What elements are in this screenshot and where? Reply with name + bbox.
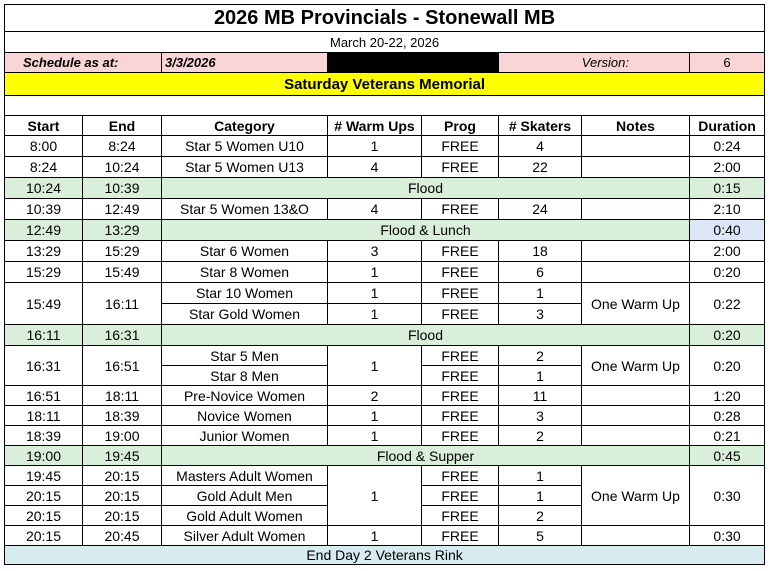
prog-cell: FREE [422, 366, 499, 386]
flood-row [5, 446, 765, 466]
skaters-cell: 3 [499, 406, 582, 426]
end-of-day-banner: End Day 2 Veterans Rink [5, 546, 765, 565]
prog-cell: FREE [422, 506, 499, 526]
warmups-cell: 1 [328, 304, 422, 325]
spacer-row [5, 96, 765, 116]
skaters-cell: 3 [499, 304, 582, 325]
start-cell: 8:00 [5, 136, 83, 157]
venue-banner: Saturday Veterans Memorial [5, 73, 765, 96]
schedule-date: 3/3/2026 [162, 53, 328, 73]
warmups-cell: 1 [328, 283, 422, 304]
duration-cell: 2:10 [690, 199, 765, 220]
category-cell: Star 5 Women 13&O [162, 199, 328, 220]
col-skaters: # Skaters [499, 116, 582, 136]
end-cell: 16:31 [83, 325, 162, 346]
col-warmups: # Warm Ups [328, 116, 422, 136]
start-cell: 16:11 [5, 325, 83, 346]
skaters-cell: 2 [499, 346, 582, 366]
col-start: Start [5, 116, 83, 136]
start-cell: 19:45 [5, 466, 83, 486]
end-cell: 13:29 [83, 220, 162, 241]
category-cell: Star 10 Women [162, 283, 328, 304]
prog-cell: FREE [422, 426, 499, 446]
end-cell: 19:00 [83, 426, 162, 446]
table-row [5, 283, 765, 304]
start-cell: 16:51 [5, 386, 83, 406]
start-cell: 20:15 [5, 506, 83, 526]
duration-cell: 0:40 [690, 220, 765, 241]
flood-row [5, 220, 765, 241]
col-end: End [83, 116, 162, 136]
category-cell: Star 5 Women U10 [162, 136, 328, 157]
duration-cell: 0:21 [690, 426, 765, 446]
start-cell: 16:31 [5, 346, 83, 386]
skaters-cell: 1 [499, 366, 582, 386]
table-row [5, 466, 765, 486]
warmups-cell: 1 [328, 466, 422, 526]
warmups-cell: 4 [328, 157, 422, 178]
start-cell: 18:11 [5, 406, 83, 426]
end-cell: 20:15 [83, 486, 162, 506]
table-row [5, 406, 765, 426]
notes-cell: One Warm Up [582, 346, 690, 386]
duration-cell: 0:28 [690, 406, 765, 426]
flood-label: Flood & Lunch [162, 220, 690, 241]
end-cell: 8:24 [83, 136, 162, 157]
notes-cell [582, 386, 690, 406]
category-cell: Novice Women [162, 406, 328, 426]
duration-cell: 0:30 [690, 466, 765, 526]
notes-cell [582, 426, 690, 446]
skaters-cell: 2 [499, 506, 582, 526]
col-duration: Duration [690, 116, 765, 136]
warmups-cell: 1 [328, 406, 422, 426]
start-cell: 12:49 [5, 220, 83, 241]
category-cell: Gold Adult Men [162, 486, 328, 506]
sheet-title: 2026 MB Provincials - Stonewall MB [5, 5, 765, 32]
warmups-cell: 1 [328, 526, 422, 546]
prog-cell: FREE [422, 406, 499, 426]
prog-cell: FREE [422, 136, 499, 157]
prog-cell: FREE [422, 199, 499, 220]
flood-row [5, 325, 765, 346]
end-cell: 15:49 [83, 262, 162, 283]
skaters-cell: 1 [499, 486, 582, 506]
notes-cell: One Warm Up [582, 466, 690, 526]
end-cell: 10:39 [83, 178, 162, 199]
table-row [5, 526, 765, 546]
duration-cell: 0:24 [690, 136, 765, 157]
start-cell: 18:39 [5, 426, 83, 446]
warmups-cell: 1 [328, 262, 422, 283]
duration-cell: 2:00 [690, 157, 765, 178]
skaters-cell: 6 [499, 262, 582, 283]
version-value: 6 [690, 53, 765, 73]
table-row [5, 262, 765, 283]
notes-cell [582, 262, 690, 283]
flood-row [5, 178, 765, 199]
column-header-row [5, 116, 765, 136]
notes-cell [582, 241, 690, 262]
flood-label: Flood [162, 325, 690, 346]
prog-cell: FREE [422, 262, 499, 283]
skaters-cell: 22 [499, 157, 582, 178]
table-row [5, 136, 765, 157]
duration-cell: 0:45 [690, 446, 765, 466]
end-cell: 18:39 [83, 406, 162, 426]
prog-cell: FREE [422, 486, 499, 506]
prog-cell: FREE [422, 241, 499, 262]
duration-cell: 2:00 [690, 241, 765, 262]
skaters-cell: 4 [499, 136, 582, 157]
notes-cell [582, 526, 690, 546]
end-cell: 16:51 [83, 346, 162, 386]
col-category: Category [162, 116, 328, 136]
start-cell: 10:39 [5, 199, 83, 220]
warmups-cell: 1 [328, 346, 422, 386]
category-cell: Star 6 Women [162, 241, 328, 262]
start-cell: 13:29 [5, 241, 83, 262]
category-cell: Gold Adult Women [162, 506, 328, 526]
category-cell: Star 5 Men [162, 346, 328, 366]
prog-cell: FREE [422, 346, 499, 366]
duration-cell: 0:15 [690, 178, 765, 199]
schedule-table [4, 4, 765, 565]
end-cell: 15:29 [83, 241, 162, 262]
skaters-cell: 1 [499, 466, 582, 486]
warmups-cell: 3 [328, 241, 422, 262]
end-cell: 20:15 [83, 466, 162, 486]
start-cell: 20:15 [5, 526, 83, 546]
prog-cell: FREE [422, 304, 499, 325]
skaters-cell: 11 [499, 386, 582, 406]
col-notes: Notes [582, 116, 690, 136]
warmups-cell: 2 [328, 386, 422, 406]
skaters-cell: 5 [499, 526, 582, 546]
duration-cell: 0:20 [690, 346, 765, 386]
category-cell: Star 5 Women U13 [162, 157, 328, 178]
category-cell: Masters Adult Women [162, 466, 328, 486]
end-cell: 19:45 [83, 446, 162, 466]
flood-label: Flood [162, 178, 690, 199]
notes-cell: One Warm Up [582, 283, 690, 325]
col-prog: Prog [422, 116, 499, 136]
start-cell: 20:15 [5, 486, 83, 506]
flood-label: Flood & Supper [162, 446, 690, 466]
warmups-cell: 1 [328, 136, 422, 157]
duration-cell: 0:20 [690, 325, 765, 346]
category-cell: Star 8 Men [162, 366, 328, 386]
start-cell: 10:24 [5, 178, 83, 199]
end-cell: 10:24 [83, 157, 162, 178]
category-cell: Silver Adult Women [162, 526, 328, 546]
end-cell: 18:11 [83, 386, 162, 406]
notes-cell [582, 199, 690, 220]
warmups-cell: 4 [328, 199, 422, 220]
duration-cell: 0:30 [690, 526, 765, 546]
skaters-cell: 18 [499, 241, 582, 262]
duration-cell: 0:22 [690, 283, 765, 325]
end-cell: 16:11 [83, 283, 162, 325]
start-cell: 8:24 [5, 157, 83, 178]
notes-cell [582, 406, 690, 426]
category-cell: Junior Women [162, 426, 328, 446]
skaters-cell: 1 [499, 283, 582, 304]
prog-cell: FREE [422, 157, 499, 178]
warmups-cell: 1 [328, 426, 422, 446]
start-cell: 15:49 [5, 283, 83, 325]
table-row [5, 157, 765, 178]
category-cell: Star Gold Women [162, 304, 328, 325]
schedule-label: Schedule as at: [5, 53, 162, 73]
category-cell: Star 8 Women [162, 262, 328, 283]
table-row [5, 426, 765, 446]
event-dates: March 20-22, 2026 [5, 32, 765, 53]
schedule-sheet [4, 4, 764, 565]
version-label: Version: [499, 53, 690, 73]
prog-cell: FREE [422, 283, 499, 304]
table-row [5, 346, 765, 366]
notes-cell [582, 136, 690, 157]
end-cell: 12:49 [83, 199, 162, 220]
end-cell: 20:15 [83, 506, 162, 526]
skaters-cell: 2 [499, 426, 582, 446]
duration-cell: 1:20 [690, 386, 765, 406]
end-cell: 20:45 [83, 526, 162, 546]
table-row [5, 386, 765, 406]
prog-cell: FREE [422, 466, 499, 486]
notes-cell [582, 157, 690, 178]
start-cell: 15:29 [5, 262, 83, 283]
prog-cell: FREE [422, 526, 499, 546]
skaters-cell: 24 [499, 199, 582, 220]
table-row [5, 199, 765, 220]
prog-cell: FREE [422, 386, 499, 406]
redacted-cell [328, 53, 499, 73]
category-cell: Pre-Novice Women [162, 386, 328, 406]
start-cell: 19:00 [5, 446, 83, 466]
duration-cell: 0:20 [690, 262, 765, 283]
table-row [5, 241, 765, 262]
